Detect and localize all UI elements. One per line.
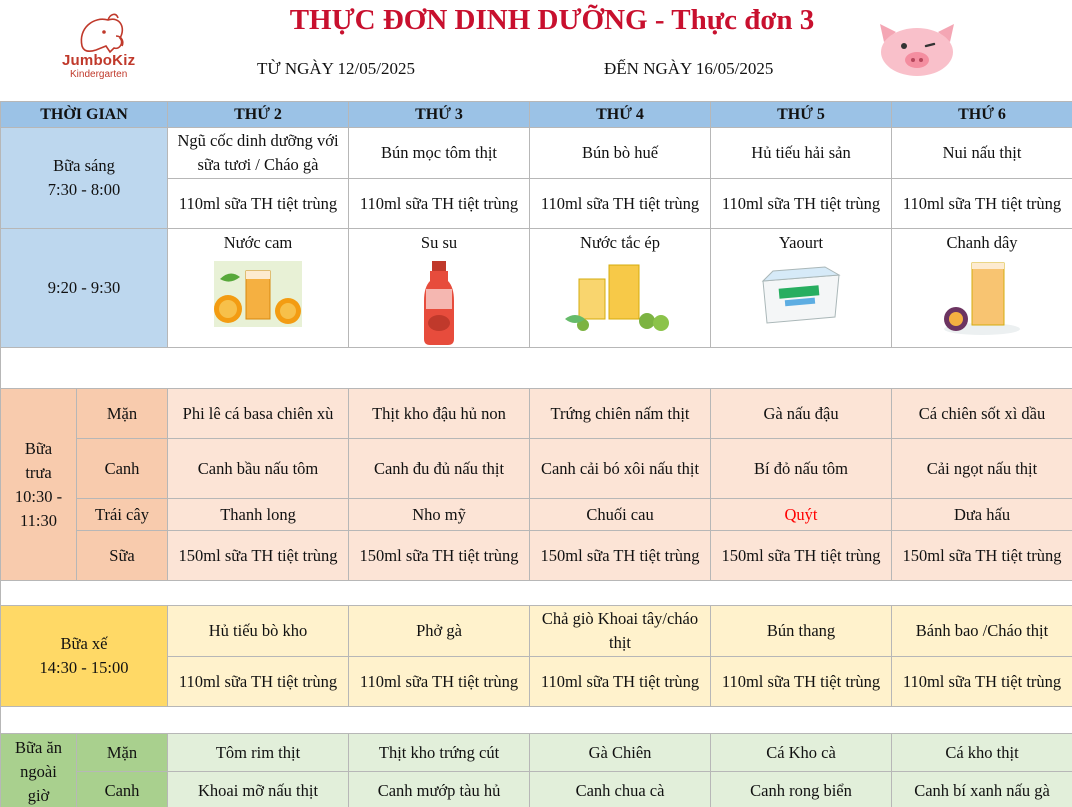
lunch-item: Cá chiên sốt xì dầu xyxy=(892,389,1072,439)
mid-morning-time: 9:20 - 9:30 xyxy=(1,229,168,348)
lunch-item: Trứng chiên nấm thịt xyxy=(530,389,711,439)
after-hours-item: Canh rong biển xyxy=(711,772,892,807)
column-header-day: THỨ 5 xyxy=(711,102,892,128)
spacer-row xyxy=(1,581,1072,606)
after-hours-item: Canh mướp tàu hủ xyxy=(349,772,530,807)
lunch-item: 150ml sữa TH tiệt trùng xyxy=(349,531,530,581)
menu-table xyxy=(0,101,1072,807)
lunch-item: Nho mỹ xyxy=(349,499,530,531)
snack-milk: 110ml sữa TH tiệt trùng xyxy=(530,657,711,707)
drink-cell xyxy=(892,229,1072,348)
lunch-row-label: Mặn xyxy=(77,389,168,439)
drink-cell xyxy=(168,229,349,348)
drink-name: Su su xyxy=(420,233,458,252)
lunch-label: trưa xyxy=(25,462,52,482)
lunch-item: Thanh long xyxy=(168,499,349,531)
date-from: TỪ NGÀY 12/05/2025 xyxy=(257,59,415,78)
after-hours-row-label: Canh xyxy=(77,772,168,807)
orange-juice-image xyxy=(214,261,302,327)
after-hours-item: Canh chua cà xyxy=(530,772,711,807)
breakfast-dish: Nui nấu thịt xyxy=(892,128,1072,179)
lunch-label: Bữa xyxy=(24,438,53,458)
drink-cell xyxy=(530,229,711,348)
snack-time: 14:30 - 15:00 xyxy=(39,658,129,677)
su-su-bottle-image xyxy=(422,261,456,345)
snack-milk: 110ml sữa TH tiệt trùng xyxy=(349,657,530,707)
breakfast-dish: Ngũ cốc dinh dưỡng với sữa tươi / Cháo gà xyxy=(168,128,349,179)
breakfast-milk: 110ml sữa TH tiệt trùng xyxy=(892,179,1072,229)
after-hours-label: ngoài xyxy=(20,761,57,781)
lunch-item: Gà nấu đậu xyxy=(711,389,892,439)
breakfast-milk: 110ml sữa TH tiệt trùng xyxy=(711,179,892,229)
breakfast-milk: 110ml sữa TH tiệt trùng xyxy=(349,179,530,229)
lunch-row-label: Canh xyxy=(77,439,168,499)
drink-name: Nước cam xyxy=(223,233,293,252)
passion-fruit-juice-image xyxy=(942,261,1022,337)
column-header-time: THỜI GIAN xyxy=(1,102,168,128)
lunch-label-cell xyxy=(1,389,77,581)
lunch-item: 150ml sữa TH tiệt trùng xyxy=(168,531,349,581)
column-header-day: THỨ 4 xyxy=(530,102,711,128)
spacer-row xyxy=(1,707,1072,734)
lunch-item: Cải ngọt nấu thịt xyxy=(892,439,1072,499)
drink-name: Yaourt xyxy=(778,233,824,252)
snack-label-cell xyxy=(1,606,168,707)
breakfast-label: Bữa sáng xyxy=(53,156,115,175)
lunch-item: Phi lê cá basa chiên xù xyxy=(168,389,349,439)
column-header-day: THỨ 2 xyxy=(168,102,349,128)
breakfast-dish: Bún bò huế xyxy=(530,128,711,179)
breakfast-milk: 110ml sữa TH tiệt trùng xyxy=(530,179,711,229)
lunch-item: 150ml sữa TH tiệt trùng xyxy=(530,531,711,581)
lunch-item: Chuối cau xyxy=(530,499,711,531)
snack-dish: Phở gà xyxy=(349,606,530,657)
page-title: THỰC ĐƠN DINH DƯỠNG - Thực đơn 3 xyxy=(289,4,815,36)
logo-subtitle: Kindergarten xyxy=(70,69,128,80)
lunch-item: 150ml sữa TH tiệt trùng xyxy=(892,531,1072,581)
snack-milk: 110ml sữa TH tiệt trùng xyxy=(711,657,892,707)
pig-face-icon xyxy=(872,16,962,80)
lunch-item: Bí đỏ nấu tôm xyxy=(711,439,892,499)
lunch-item-highlight: Quýt xyxy=(711,499,892,531)
after-hours-item: Gà Chiên xyxy=(530,734,711,772)
yogurt-cup-image xyxy=(755,261,847,327)
after-hours-item: Tôm rim thịt xyxy=(168,734,349,772)
snack-dish: Hủ tiếu bò kho xyxy=(168,606,349,657)
after-hours-item: Khoai mỡ nấu thịt xyxy=(168,772,349,807)
lunch-item: Canh cải bó xôi nấu thịt xyxy=(530,439,711,499)
snack-dish: Chả giò Khoai tây/cháo thịt xyxy=(530,606,711,657)
after-hours-label-cell xyxy=(1,734,77,807)
lunch-time: 10:30 - xyxy=(14,486,63,506)
after-hours-row-label: Mặn xyxy=(77,734,168,772)
drink-cell xyxy=(349,229,530,348)
drink-name: Chanh dây xyxy=(946,233,1018,252)
drink-cell xyxy=(711,229,892,348)
spacer-row xyxy=(1,348,1072,389)
snack-dish: Bún thang xyxy=(711,606,892,657)
drink-name: Nước tắc ép xyxy=(580,233,660,252)
after-hours-item: Cá kho thịt xyxy=(892,734,1072,772)
after-hours-item: Cá Kho cà xyxy=(711,734,892,772)
breakfast-milk: 110ml sữa TH tiệt trùng xyxy=(168,179,349,229)
lunch-item: Canh đu đủ nấu thịt xyxy=(349,439,530,499)
snack-label: Bữa xế xyxy=(60,634,108,653)
column-header-day: THỨ 6 xyxy=(892,102,1072,128)
breakfast-time: 7:30 - 8:00 xyxy=(47,180,121,199)
after-hours-label: Bữa ăn xyxy=(15,737,62,757)
after-hours-item: Canh bí xanh nấu gà xyxy=(892,772,1072,807)
kumquat-juice-image xyxy=(565,261,675,333)
snack-milk: 110ml sữa TH tiệt trùng xyxy=(892,657,1072,707)
breakfast-dish: Hủ tiếu hải sản xyxy=(711,128,892,179)
snack-dish: Bánh bao /Cháo thịt xyxy=(892,606,1072,657)
snack-milk: 110ml sữa TH tiệt trùng xyxy=(168,657,349,707)
lunch-time: 11:30 xyxy=(20,510,57,530)
logo-text: JumboKiz xyxy=(62,52,136,69)
date-to: ĐẾN NGÀY 16/05/2025 xyxy=(604,59,774,78)
lunch-item: Thịt kho đậu hủ non xyxy=(349,389,530,439)
lunch-item: 150ml sữa TH tiệt trùng xyxy=(711,531,892,581)
after-hours-item: Thịt kho trứng cút xyxy=(349,734,530,772)
lunch-row-label: Sữa xyxy=(77,531,168,581)
breakfast-label-cell xyxy=(1,128,168,229)
lunch-item: Canh bầu nấu tôm xyxy=(168,439,349,499)
menu-header xyxy=(0,0,1072,101)
lunch-row-label: Trái cây xyxy=(77,499,168,531)
lunch-item: Dưa hấu xyxy=(892,499,1072,531)
breakfast-dish: Bún mọc tôm thịt xyxy=(349,128,530,179)
column-header-day: THỨ 3 xyxy=(349,102,530,128)
after-hours-label: giờ xyxy=(27,785,50,805)
